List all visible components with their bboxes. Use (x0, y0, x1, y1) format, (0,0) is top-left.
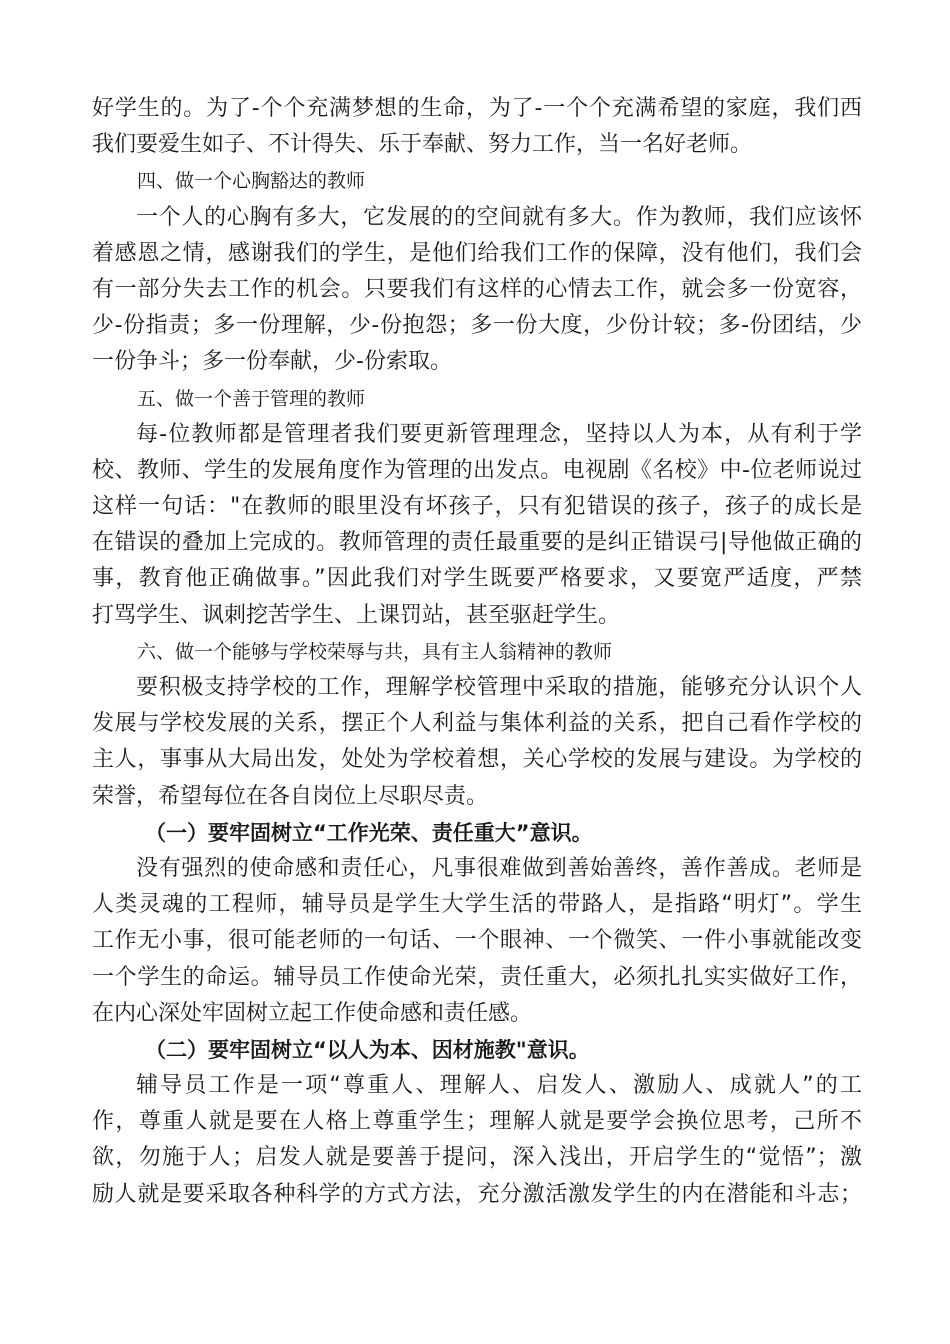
paragraph-line: 每-位教师都是管理者我们要更新管理理念，坚持以人为本，从有利于学 (136, 421, 862, 447)
paragraph-line: 校、教师、学生的发展角度作为管理的出发点。电视剧《名校》中-位老师说过 (92, 457, 862, 483)
paragraph-line: 作，尊重人就是要在人格上尊重学生；理解人就是要学会换位思考，己所不 (92, 1109, 862, 1135)
section-heading: 六、做一个能够与学校荣辱与共，具有主人翁精神的教师 (137, 640, 613, 663)
paragraph-line: 欲，勿施于人；启发人就是要善于提问，深入浅出，开启学生的“觉悟”；激 (92, 1145, 862, 1171)
paragraph-line: 辅导员工作是一项“尊重人、理解人、启发人、激励人、成就人”的工 (136, 1073, 862, 1099)
paragraph-line: 主人，事事从大局出发，处处为学校着想，关心学校的发展与建设。为学校的 (92, 747, 862, 773)
bold-subheading: （一）要牢固树立“工作光荣、责任重大”意识。 (145, 820, 593, 845)
paragraph-line: 一个学生的命运。辅导员工作使命光荣，责任重大，必须扎扎实实做好工作， (92, 964, 862, 990)
paragraph-line: 要积极支持学校的工作，理解学校管理中采取的措施，能够充分认识个人 (136, 675, 862, 700)
paragraph-line: 荣誉，希望每位在各自岗位上尽职尽责。 (92, 783, 489, 809)
paragraph-line: 一个人的心胸有多大，它发展的的空间就有多大。作为教师，我们应该怀 (136, 204, 862, 230)
paragraph-line: 人类灵魂的工程师，辅导员是学生大学生活的带路人，是指路“明灯”。学生 (92, 892, 862, 918)
paragraph-line: 一份争斗；多一份奉献，少-份索取。 (92, 349, 452, 375)
paragraph-line: 有一部分失去工作的机会。只要我们有这样的心情去工作，就会多一份宽容， (92, 276, 862, 302)
paragraph-line: 发展与学校发展的关系，摆正个人利益与集体利益的关系，把自己看作学校的 (92, 711, 862, 737)
paragraph-line: 好学生的。为了-个个充满梦想的生命，为了-一个个充满希望的家庭，我们西 (92, 96, 862, 121)
paragraph-line: 着感恩之情，感谢我们的学生，是他们给我们工作的保障，没有他们，我们会 (92, 240, 862, 266)
paragraph-line: 少-份指责；多一份理解，少-份抱怨；多一份大度，少份计较；多-份团结，少 (92, 313, 862, 339)
paragraph-line: 工作无小事，很可能老师的一句话、一个眼神、一个微笑、一件小事就能改变 (92, 928, 862, 954)
document-page (92, 91, 862, 1213)
section-heading: 五、做一个善于管理的教师 (137, 387, 366, 410)
paragraph-line: 事，教育他正确做事。”因此我们对学生既要严格要求，又要宽严适度，严禁 (92, 566, 862, 592)
section-heading: 四、做一个心胸豁达的教师 (137, 170, 366, 193)
paragraph-line: 在内心深处牢固树立起工作使命感和责任感。 (92, 1000, 533, 1026)
paragraph-line: 在错误的叠加上完成的。教师管理的责任最重要的是纠正错误弓|导他做正确的 (92, 530, 862, 556)
paragraph-line: 打骂学生、讽刺挖苦学生、上课罚站，甚至驱赶学生。 (92, 602, 621, 628)
paragraph-line: 我们要爱生如子、不计得失、乐于奉献、努力工作，当一名好老师。 (92, 132, 753, 158)
paragraph-line: 没有强烈的使命感和责任心，凡事很难做到善始善终，善作善成。老师是 (136, 855, 862, 881)
paragraph-line: 这样一句话："在教师的眼里没有坏孩子，只有犯错误的孩子，孩子的成长是 (92, 494, 862, 520)
paragraph-line: 励人就是要采取各种科学的方式方法，充分激活激发学生的内在潜能和斗志； (92, 1181, 862, 1207)
bold-subheading: （二）要牢固树立“以人为本、因材施教"意识。 (145, 1037, 590, 1062)
